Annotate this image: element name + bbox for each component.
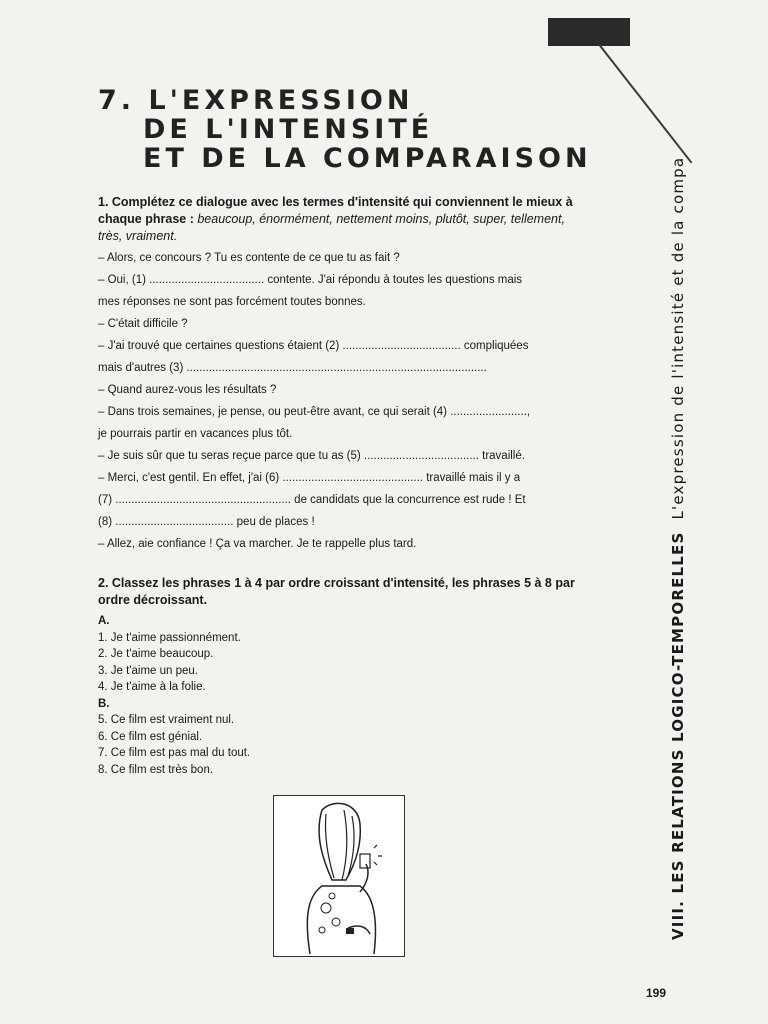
exercise-1-word-list: beaucoup, énormément, nettement moins, plutôt, super, tellement, très, vraiment. — [98, 212, 565, 243]
sidebar-chapter: VIII. LES RELATIONS LOGICO-TEMPORELLES — [669, 531, 687, 940]
illustration-woman-drinking — [273, 795, 405, 957]
dialogue-line: – C'était difficile ? — [98, 318, 188, 330]
dialogue-line: – Merci, c'est gentil. En effet, j'ai (6) ............................................ travaillé mais il y a — [98, 472, 521, 484]
page-content — [98, 194, 584, 778]
sidebar-section: L'expression de l'intensité et de la compa — [669, 156, 687, 520]
title-line-2: DE L'INTENSITÉ — [143, 114, 434, 145]
list-item: 7. Ce film est pas mal du tout. — [98, 747, 251, 759]
exercise-1 — [98, 194, 584, 555]
list-item: 3. Je t'aime un peu. — [98, 664, 199, 677]
page-corner-shadow — [548, 18, 630, 46]
page-fold-line — [598, 44, 692, 163]
exercise-1-instruction — [98, 194, 584, 245]
list-item: 8. Ce film est très bon. — [98, 763, 214, 776]
page-number: 199 — [646, 986, 667, 1000]
dialogue-line: – Quand aurez-vous les résultats ? — [98, 384, 277, 396]
dialogue-line: – J'ai trouvé que certaines questions étaient (2) ..................................... compliquées — [98, 340, 529, 352]
dialogue — [98, 247, 584, 555]
sidebar-running-title — [650, 156, 710, 940]
exercise-2-instruction: 2. Classez les phrases 1 à 4 par ordre croissant d'intensité, les phrases 5 à 8 par ordre décroissant. — [98, 576, 575, 607]
dialogue-line: – Oui, (1) .................................... contente. J'ai répondu à toutes les questions mais — [98, 274, 523, 286]
dialogue-line: mais d'autres (3) .............................................................................................. — [98, 362, 487, 374]
dialogue-line: – Allez, aie confiance ! Ça va marcher. Je te rappelle plus tard. — [98, 538, 417, 550]
list-item: 2. Je t'aime beaucoup. — [98, 648, 214, 660]
list-item: 6. Ce film est génial. — [98, 730, 203, 743]
dialogue-line: mes réponses ne sont pas forcément toutes bonnes. — [98, 296, 366, 308]
dialogue-line: je pourrais partir en vacances plus tôt. — [98, 428, 293, 440]
dialogue-line: (8) ..................................... peu de places ! — [98, 516, 315, 528]
dialogue-line: – Je suis sûr que tu seras reçue parce que tu as (5) .................................... travaillé. — [98, 450, 525, 462]
dialogue-line: – Alors, ce concours ? Tu es contente de ce que tu as fait ? — [98, 252, 400, 264]
section-a-label: A. — [98, 615, 110, 627]
section-b-label: B. — [98, 697, 110, 710]
list-item: 4. Je t'aime à la folie. — [98, 681, 206, 693]
list-item: 1. Je t'aime passionnément. — [98, 631, 241, 644]
dialogue-line: (7) ....................................................... de candidats que la concurrence est rude ! Et — [98, 494, 526, 506]
chapter-title — [98, 86, 592, 173]
illustration-drawing — [274, 796, 404, 956]
title-line-3: ET DE LA COMPARAISON — [143, 143, 592, 174]
exercise-1-text: 1. Complétez ce dialogue avec les termes d'intensité qui conviennent le mieux à chaque phrase : — [98, 195, 573, 226]
list-item: 5. Ce film est vraiment nul. — [98, 714, 235, 726]
exercise-2-list — [98, 613, 584, 778]
dialogue-line: – Dans trois semaines, je pense, ou peut-être avant, ce qui serait (4) ........................, — [98, 406, 531, 418]
title-line-1: 7. L'EXPRESSION — [98, 85, 414, 116]
exercise-2 — [98, 575, 584, 778]
